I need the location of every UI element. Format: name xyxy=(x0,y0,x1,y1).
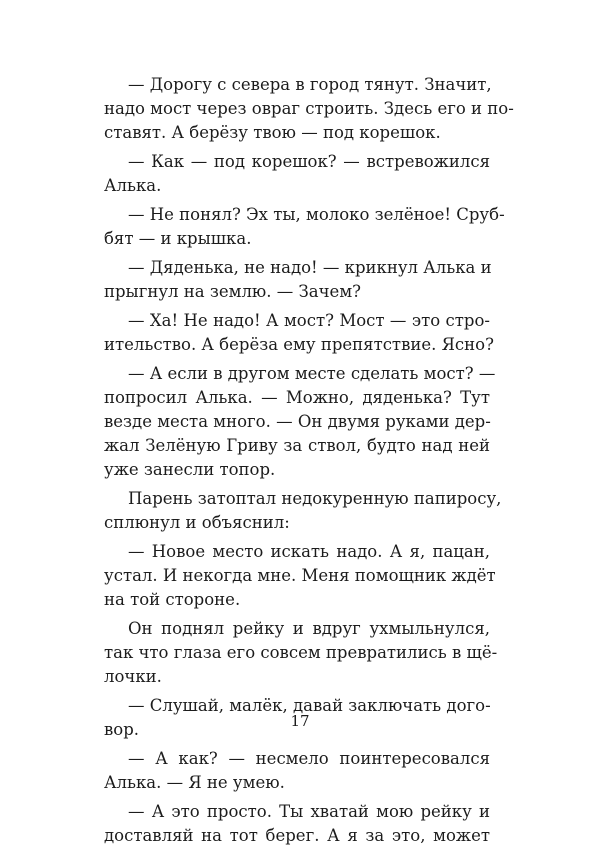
text-line: попросил Алька. — Можно, дяденька? Тут xyxy=(104,388,490,407)
text-line: — Новое место искать надо. А я, пацан, xyxy=(128,542,490,561)
text-line: уже занесли топор. xyxy=(104,460,276,479)
text-line: — Как — под корешок? — встревожился xyxy=(128,152,490,171)
text-line: — А это просто. Ты хватай мою рейку и xyxy=(128,802,490,821)
text-line: — Слушай, малёк, давай заключать дого- xyxy=(128,696,491,715)
text-line: устал. И некогда мне. Меня помощник ждёт xyxy=(104,566,496,585)
text-line: сплюнул и объяснил: xyxy=(104,513,290,532)
text-line: жал Зелёную Гриву за ствол, будто над ней xyxy=(104,436,490,455)
page-number: 17 xyxy=(290,712,310,730)
text-line: — Ха! Не надо! А мост? Мост — это стро- xyxy=(128,311,490,330)
text-line: на той стороне. xyxy=(104,590,241,609)
text-line: так что глаза его совсем превратились в щё- xyxy=(104,643,498,662)
text-line: Алька. — Я не умею. xyxy=(104,773,285,792)
text-line: Парень затоптал недокуренную папиросу, xyxy=(128,489,502,508)
text-line: — Не понял? Эх ты, молоко зелёное! Сруб- xyxy=(128,205,505,224)
text-line: доставляй на тот берег. А я за это, может xyxy=(104,826,490,845)
text-line: надо мост через овраг строить. Здесь его и по- xyxy=(104,99,514,118)
text-line: прыгнул на землю. — Зачем? xyxy=(104,282,361,301)
text-line: ительство. А берёза ему препятствие. Ясно? xyxy=(104,335,494,354)
text-line: — А как? — несмело поинтересовался xyxy=(128,749,490,768)
text-line: — Дяденька, не надо! — крикнул Алька и xyxy=(128,258,492,277)
text-line: Алька. xyxy=(104,176,162,195)
text-line: бят — и крышка. xyxy=(104,229,252,248)
text-line: ставят. А берёзу твою — под корешок. xyxy=(104,123,441,142)
text-line: вор. xyxy=(104,720,140,739)
text-line: лочки. xyxy=(104,667,162,686)
text-line: везде места много. — Он двумя руками дер- xyxy=(104,412,491,431)
body-text xyxy=(104,73,514,848)
text-line: — Дорогу с севера в город тянут. Значит, xyxy=(128,75,492,94)
text-line: Он поднял рейку и вдруг ухмыльнулся, xyxy=(128,619,490,638)
text-line: — А если в другом месте сделать мост? — xyxy=(128,364,496,383)
